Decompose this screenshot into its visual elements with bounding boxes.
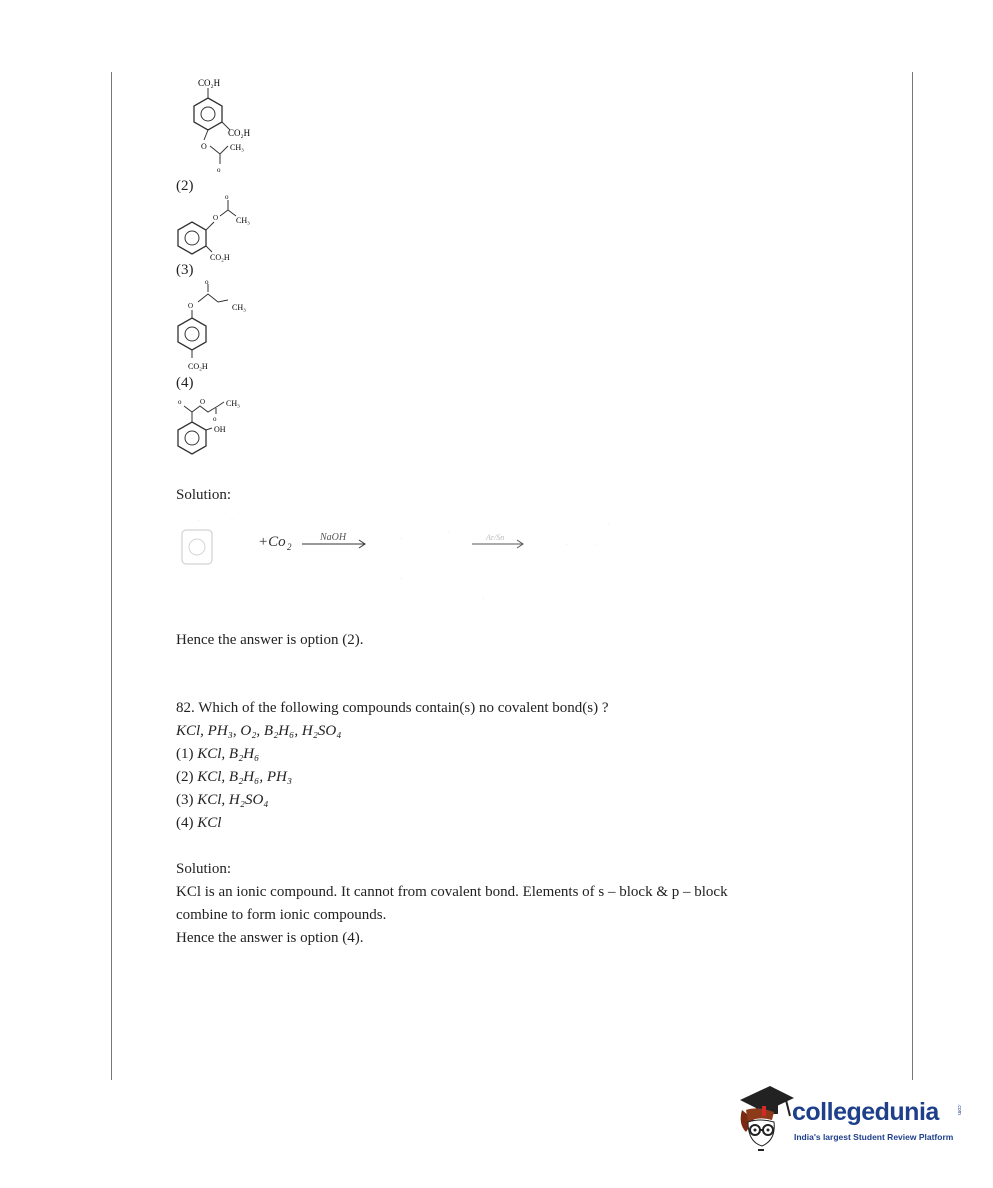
option-4-label: (4) — [176, 375, 194, 391]
logo-name: collegedunia — [792, 1098, 939, 1126]
logo-tagline: India's largest Student Review Platform — [794, 1132, 954, 1142]
s2-o-label: O — [213, 214, 219, 222]
option-3-label: (3) — [176, 262, 194, 278]
structure-1 — [170, 74, 280, 174]
s4-oh-label: OH — [214, 425, 226, 434]
s1-ch3-label: CH₃ — [230, 143, 244, 152]
svg-text:·: · — [400, 576, 402, 582]
s3-o-label: O — [188, 302, 194, 310]
page-border-right — [912, 72, 913, 1080]
svg-text:·: · — [231, 516, 233, 522]
option-text: KCl, B₂H₆ — [197, 746, 260, 762]
svg-text:·: · — [198, 518, 200, 524]
question-82-stem: 82. Which of the following compounds contain(s) no covalent bond(s) ? — [176, 700, 609, 716]
page-border-left — [111, 72, 112, 1080]
svg-text:o: o — [213, 415, 217, 423]
arrow-2-label: Ar/Sn — [486, 533, 505, 542]
svg-text:·: · — [448, 530, 450, 536]
s2-ch3-label: CH₃ — [236, 216, 250, 225]
s4-o-label: O — [200, 398, 206, 406]
s1-top-label: CO₂H — [198, 78, 221, 88]
question-82-option-1 — [176, 743, 259, 766]
s2-co2h-label: CO₂H — [210, 253, 230, 262]
reaction-scheme — [176, 508, 636, 618]
svg-text:·: · — [566, 542, 568, 548]
svg-text:·: · — [400, 536, 402, 542]
solution-2-line-2: combine to form ionic compounds. — [176, 907, 387, 923]
collegedunia-logo[interactable] — [734, 1080, 964, 1160]
option-text: KCl, B₂H₆, PH₃ — [197, 769, 293, 785]
logo-suffix: .com — [956, 1104, 962, 1115]
s1-o-label: O — [201, 142, 207, 151]
s3-ch3-label: CH₃ — [232, 303, 246, 312]
question-82-option-4 — [176, 812, 221, 835]
option-number: (2) — [176, 769, 194, 785]
structure-3 — [170, 280, 270, 376]
solution-2-conclusion: Hence the answer is option (4). — [176, 930, 364, 946]
s1-right-label: CO₂H — [228, 128, 251, 138]
reagent-subscript: 2 — [287, 542, 292, 552]
solution-1-conclusion: Hence the answer is option (2). — [176, 632, 364, 648]
svg-text:·: · — [608, 522, 610, 528]
svg-text:o: o — [205, 280, 209, 286]
question-82-option-3 — [176, 789, 269, 812]
svg-text:o: o — [217, 166, 221, 174]
structure-4 — [170, 392, 270, 462]
question-82-option-2 — [176, 766, 292, 789]
reagent-text: +Co — [258, 534, 286, 550]
svg-text:o: o — [178, 398, 182, 406]
structure-2 — [170, 192, 270, 262]
option-number: (1) — [176, 746, 194, 762]
option-text: KCl — [197, 815, 222, 831]
option-text: KCl, H₂SO₄ — [197, 792, 269, 808]
s3-co2h-label: CO₂H — [188, 362, 208, 371]
solution-2-line-1: KCl is an ionic compound. It cannot from covalent bond. Elements of s – block & p – block — [176, 884, 728, 900]
solution-1-heading: Solution: — [176, 487, 232, 503]
option-2-label: (2) — [176, 178, 194, 194]
solution-2-heading: Solution: — [176, 861, 232, 877]
option-number: (4) — [176, 815, 194, 831]
svg-text:o: o — [225, 193, 229, 201]
svg-text:·: · — [596, 542, 598, 548]
mascot-icon — [734, 1080, 796, 1156]
s4-ch3-label: CH₃ — [226, 399, 240, 408]
svg-text:·: · — [482, 596, 484, 602]
option-number: (3) — [176, 792, 194, 808]
arrow-1-label: NaOH — [320, 532, 347, 543]
question-82-compounds: KCl, PH₃, O₂, B₂H₆, H₂SO₄ — [176, 723, 342, 739]
